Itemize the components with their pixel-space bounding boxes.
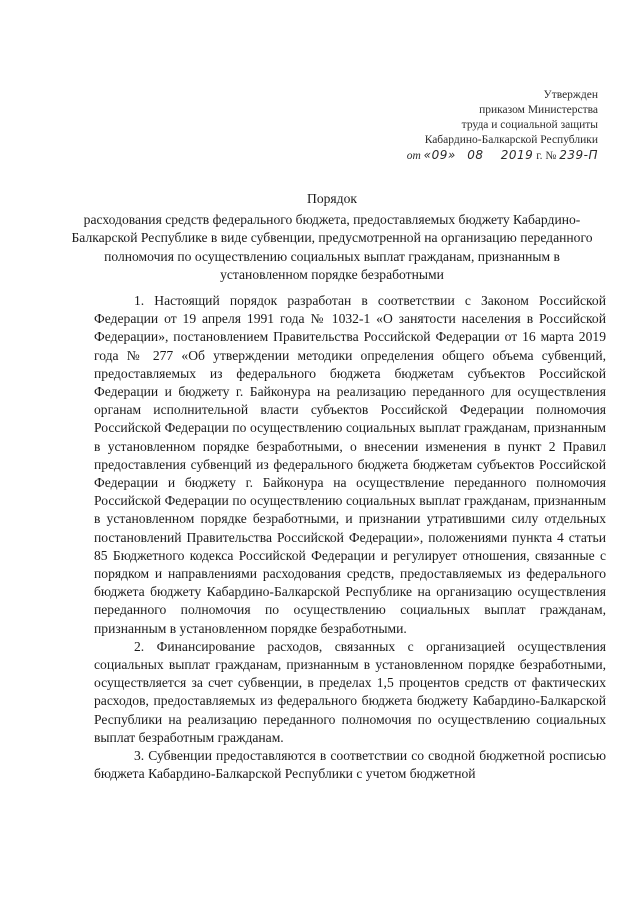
approval-stamp [298, 88, 598, 164]
approval-year: 2019 [500, 148, 534, 162]
paragraph-3: 3. Субвенции предоставляются в соответствии со сводной бюджетной росписью бюджета Кабардино-Балкарской Республики с учетом бюджетной [94, 748, 606, 782]
approval-line-4: Кабардино-Балкарской Республики [424, 134, 598, 146]
document-title [70, 190, 594, 285]
approval-month: 08 [467, 148, 484, 162]
title-heading: Порядок [307, 191, 357, 206]
approval-line-1: Утвержден [543, 89, 598, 101]
paragraph-1: 1. Настоящий порядок разработан в соответствии с Законом Российской Федерации от 19 апреля 1991 года № 1032-1 «О занятости населения в Российской Федерации», постановлением Правительства Российской Федерации от 16 марта 2019 года № 277 «Об утверждении методики определения общего объема субвенций, предоставляемых из федерального бюджета бюджетам субъектов Российской Федерации и бюджету г. Байконура на реализацию переданного для осуществления органам исполнительной власти субъектов Российской Федерации полномочия Российской Федерации по осуществлению социальных выплат гражданам, признанным в установленном порядке безработными, о внесении изменения в пункт 2 Правил предоставления субвенций из федерального бюджета бюджетам субъектов Российской Федерации и бюджету г. Байконура на осуществление переданного полномочия Российской Федерации по осуществлению социальных выплат гражданам, признанным в установленном порядке безработными, и признании утратившими силу отдельных постановлений Правительства Российской Федерации», положениями пункта 4 статьи 85 Бюджетного кодекса Российской Федерации и регулирует отношения, связанные с порядком и направлениями расходования средств, предоставляемых из федерального бюджета бюджету Кабардино-Балкарской Республике на организацию осуществления переданного полномочия по осуществлению социальных выплат гражданам, признанным в установленном порядке безработными. [94, 293, 606, 636]
approval-number: 239-П [559, 148, 598, 162]
approval-line-2: приказом Министерства [479, 104, 598, 116]
approval-year-suffix: г. № [536, 150, 557, 162]
approval-line-3: труда и социальной защиты [461, 119, 598, 131]
approval-date-line [298, 148, 598, 164]
document-body [94, 292, 606, 783]
title-subtitle: расходования средств федерального бюджета, предоставляемых бюджету Кабардино-Балкарской Республике в виде субвенции, предусмотренной на организацию переданного полномочия по осуществлению социальных выплат гражданам, признанным в установленном порядке безработными [71, 211, 593, 282]
approval-day: «09» [423, 148, 456, 162]
paragraph-2: 2. Финансирование расходов, связанных с организацией осуществления социальных выплат гражданам, признанным в установленном порядке безработными, осуществляется за счет субвенции, в пределах 1,5 процентов средств от фактических расходов, предоставляемых из федерального бюджета бюджету Кабардино-Балкарской Республики на реализацию переданного полномочия по осуществлению социальных выплат безработным гражданам. [94, 638, 606, 745]
date-prefix: от [406, 150, 421, 162]
